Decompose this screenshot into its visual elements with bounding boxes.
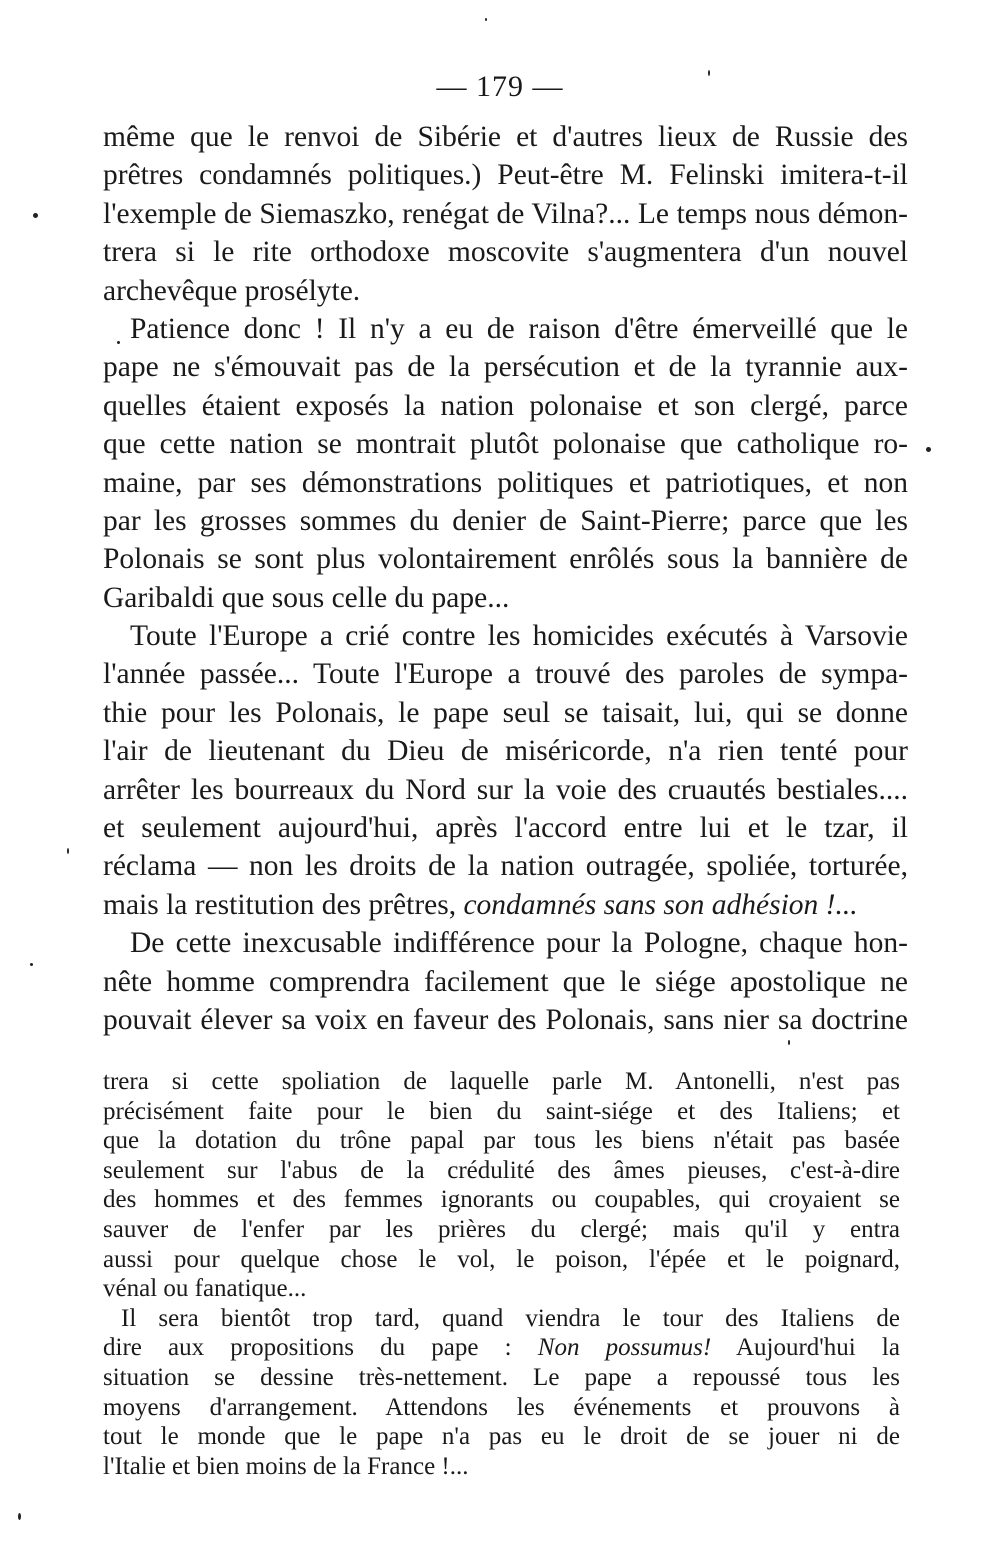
scan-speck <box>33 213 38 218</box>
text-line: Polonais se sont plus volontairement enrôlés sous la bannière de <box>103 543 908 576</box>
text-line: que cette nation se montrait plutôt polonaise que catholique ro- <box>103 428 908 461</box>
text-line: précisément faite pour le bien du saint-siége et des Italiens; et <box>103 1097 900 1125</box>
text-line: par les grosses sommes du denier de Saint-Pierre; parce que les <box>103 504 908 537</box>
italic-phrase: condamnés sans son adhésion !... <box>463 888 858 921</box>
scan-speck <box>926 447 931 452</box>
text-line: archevêque prosélyte. <box>103 274 361 307</box>
text-line: arrêter les bourreaux du Nord sur la voie des cruautés bestiales.... <box>103 773 908 806</box>
text-line: l'année passée... Toute l'Europe a trouvé des paroles de sympa- <box>103 658 908 691</box>
scan-speck <box>485 18 487 21</box>
text-span: mais la restitution des prêtres, <box>103 888 464 921</box>
italic-phrase: Non possumus! <box>537 1334 712 1362</box>
text-line: pouvait élever sa voix en faveur des Polonais, sans nier sa doctrine <box>103 1003 908 1036</box>
text-line: thie pour les Polonais, le pape seul se taisait, lui, qui se donne <box>103 696 908 729</box>
scan-speck <box>30 963 33 966</box>
page-number: — 179 — <box>436 70 564 103</box>
text-line: vénal ou fanatique... <box>103 1275 307 1303</box>
text-line: même que le renvoi de Sibérie et d'autres lieux de Russie des <box>103 121 908 153</box>
text-line: sauver de l'enfer par les prières du clergé; mais qu'il y entra <box>103 1215 900 1243</box>
text-line: que la dotation du trône papal par tous les biens n'était pas basée <box>103 1127 900 1155</box>
lower-text-block <box>103 1067 900 1481</box>
text-line: Garibaldi que sous celle du pape... <box>103 581 510 614</box>
paragraph-start-line: Patience donc ! Il n'y a eu de raison d'être émerveillé que le <box>130 312 908 345</box>
text-line: et seulement aujourd'hui, après l'accord entre lui et le tzar, il <box>103 812 908 845</box>
text-line: aussi pour quelque chose le vol, le poison, l'épée et le poignard, <box>103 1245 900 1273</box>
text-line: l'air de lieutenant du Dieu de miséricorde, n'a rien tenté pour <box>103 735 908 768</box>
scan-speck <box>18 1513 21 1520</box>
text-line-with-italic <box>103 886 908 924</box>
paragraph-start-line: De cette inexcusable indifférence pour la Pologne, chaque hon- <box>130 927 908 960</box>
text-line: des hommes et des femmes ignorants ou coupables, qui croyaient se <box>103 1186 900 1214</box>
text-line: situation se dessine très-nettement. Le pape a repoussé tous les <box>103 1363 900 1391</box>
text-line: pape ne s'émouvait pas de la persécution et de la tyrannie aux- <box>103 351 908 384</box>
upper-text-block <box>103 118 908 1039</box>
scan-speck <box>788 1040 790 1045</box>
text-line: moyens d'arrangement. Attendons les événements et prouvons à <box>103 1393 900 1421</box>
scan-speck <box>708 70 710 76</box>
text-line: l'exemple de Siemaszko, renégat de Vilna?... Le temps nous démon- <box>103 197 908 230</box>
text-line: nête homme comprendra facilement que le siége apostolique ne <box>103 965 908 998</box>
text-line: l'Italie et bien moins de la France !... <box>103 1452 469 1480</box>
text-line: trera si le rite orthodoxe moscovite s'augmentera d'un nouvel <box>103 236 908 269</box>
text-line: réclama — non les droits de la nation outragée, spoliée, torturée, <box>103 850 908 883</box>
scan-speck <box>67 848 69 854</box>
text-line: maine, par ses démonstrations politiques et patriotiques, et non <box>103 466 908 499</box>
text-span: dire aux propositions du pape : <box>103 1334 538 1362</box>
text-line: trera si cette spoliation de laquelle parle M. Antonelli, n'est pas <box>103 1068 900 1095</box>
text-line: prêtres condamnés politiques.) Peut-être M. Felinski imitera-t-il <box>103 159 908 192</box>
paragraph-start-line: Toute l'Europe a crié contre les homicides exécutés à Varsovie <box>130 620 908 653</box>
text-line: seulement sur l'abus de la crédulité des âmes pieuses, c'est-à-dire <box>103 1156 900 1184</box>
text-line: tout le monde que le pape n'a pas eu le droit de se jouer ni de <box>103 1423 900 1451</box>
scan-speck <box>117 341 120 344</box>
text-line: quelles étaient exposés la nation polonaise et son clergé, parce <box>103 389 908 422</box>
text-span: Aujourd'hui la <box>711 1334 900 1362</box>
text-line-with-italic <box>103 1333 900 1363</box>
paragraph-start-line: Il sera bientôt trop tard, quand viendra le tour des Italiens de <box>121 1304 900 1332</box>
